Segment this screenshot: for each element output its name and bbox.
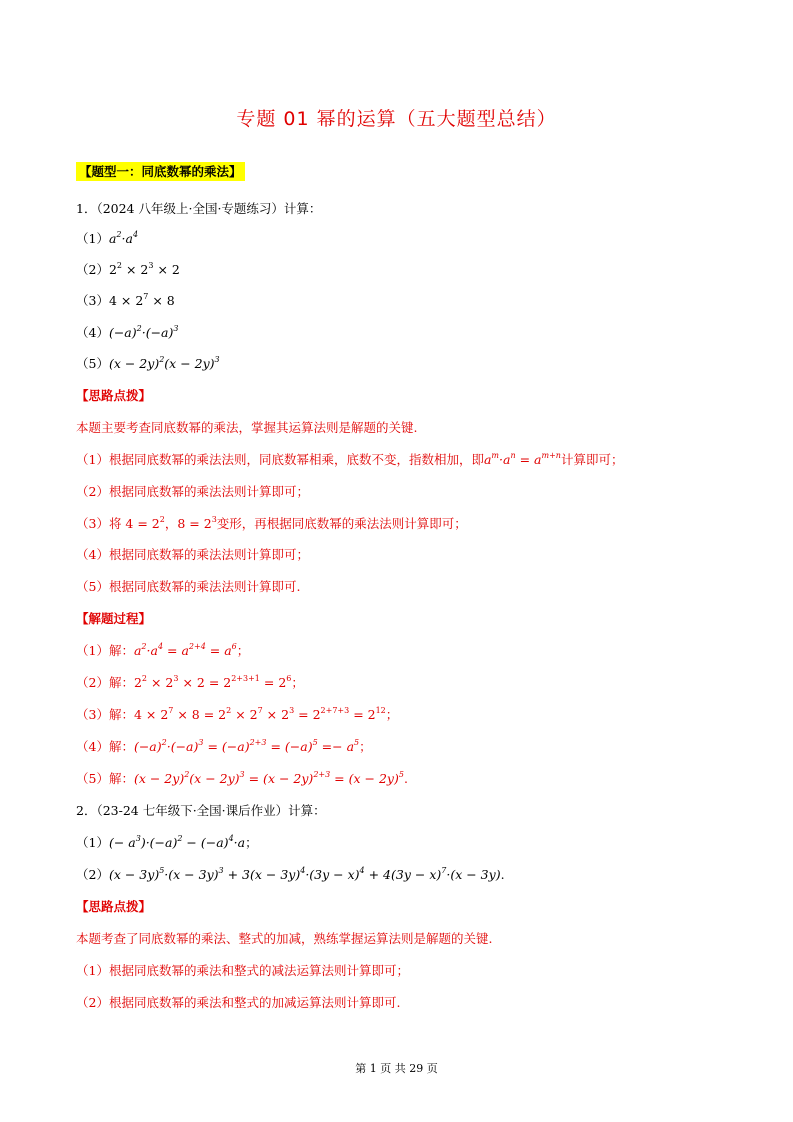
- q2-hint-1: （1）根据同底数幂的乘法和整式的减法运算法则计算即可；: [76, 963, 409, 978]
- q1-hint-4: （4）根据同底数幂的乘法法则计算即可；: [76, 547, 309, 562]
- q2-item-2: $(2)(x - 3y)^5\cdot(x - 3y)^3 + 3(x - 3y)^4\cdot(3y - x)^4 + 4(3y - x)^7\cdot(x - 3y)$.: [76, 866, 505, 882]
- q1-item-1: $(1)a^2\cdot a^4$: [76, 230, 139, 246]
- q2-hint-intro: 本题考查了同底数幂的乘法、整式的加减，熟练掌握运算法则是解题的关键.: [76, 931, 493, 946]
- q1-hint-2: （2）根据同底数幂的乘法法则计算即可；: [76, 484, 309, 499]
- question-2-stem: 2．（23-24 七年级下·全国·课后作业）计算：: [76, 803, 326, 818]
- q1-item-4: $(4)(-a)^2\cdot(-a)^3$: [76, 324, 179, 340]
- q1-hint-5: （5）根据同底数幂的乘法法则计算即可.: [76, 579, 301, 594]
- hint-header: 【思路点拨】: [76, 388, 152, 403]
- q1-solution-4: （4）解：$(-a)^2\cdot(-a)^3 = (-a)^{2+3} = (-a)^5 =- a^5$；: [76, 738, 372, 754]
- q2-item-1: $(1)(- a^3)\cdot(-a)^2 - (-a)^4\cdot a$；: [76, 834, 258, 850]
- section-header: [76, 163, 245, 181]
- q1-solution-2: （2）解：$2^2 \times 2^3 \times 2 = 2^{2+3+1} = 2^6$；: [76, 674, 304, 690]
- q1-solution-1: （1）解：$a^2\cdot a^4 = a^{2+4} = a^6$；: [76, 642, 250, 658]
- q2-hint-2: （2）根据同底数幂的乘法和整式的加减运算法则计算即可.: [76, 995, 401, 1010]
- q1-solution-3: （3）解：$4 \times 2^7 \times 8 = 2^2 \times 2^7 \times 2^3 = 2^{2+7+3} = 2^{12}$；: [76, 706, 399, 722]
- solution-header: 【解题过程】: [76, 611, 152, 626]
- q1-hint-3: （3）将 $4 = 2^2$，$8 = 2^3$变形，再根据同底数幂的乘法法则计算即可；: [76, 515, 467, 531]
- question-1-stem: 1．（2024 八年级上·全国·专题练习）计算：: [76, 201, 322, 216]
- q1-solution-5: （5）解：$(x - 2y)^2(x - 2y)^3 = (x - 2y)^{2+3} = (x - 2y)^5$.: [76, 770, 408, 786]
- hint-header-2: 【思路点拨】: [76, 899, 152, 914]
- q1-item-5: $(5)(x - 2y)^2(x - 2y)^3$: [76, 355, 220, 371]
- q1-hint-1: （1）根据同底数幂的乘法法则，同底数幂相乘，底数不变，指数相加，即$a^m\cdot a^n = a^{m+n}$计算即可；: [76, 451, 624, 467]
- page-footer: 第 1 页 共 29 页: [355, 1062, 438, 1075]
- q1-item-2: $(2)2^2 \times 2^3 \times 2$: [76, 261, 180, 277]
- q1-hint-intro: 本题主要考查同底数幂的乘法，掌握其运算法则是解题的关键.: [76, 420, 418, 435]
- page-title: 专题 01 幂的运算（五大题型总结）: [236, 108, 557, 130]
- section-header-label: 【题型一：同底数幂的乘法】: [76, 162, 245, 181]
- q1-item-3: $(3)4 \times 2^7 \times 8$: [76, 292, 175, 308]
